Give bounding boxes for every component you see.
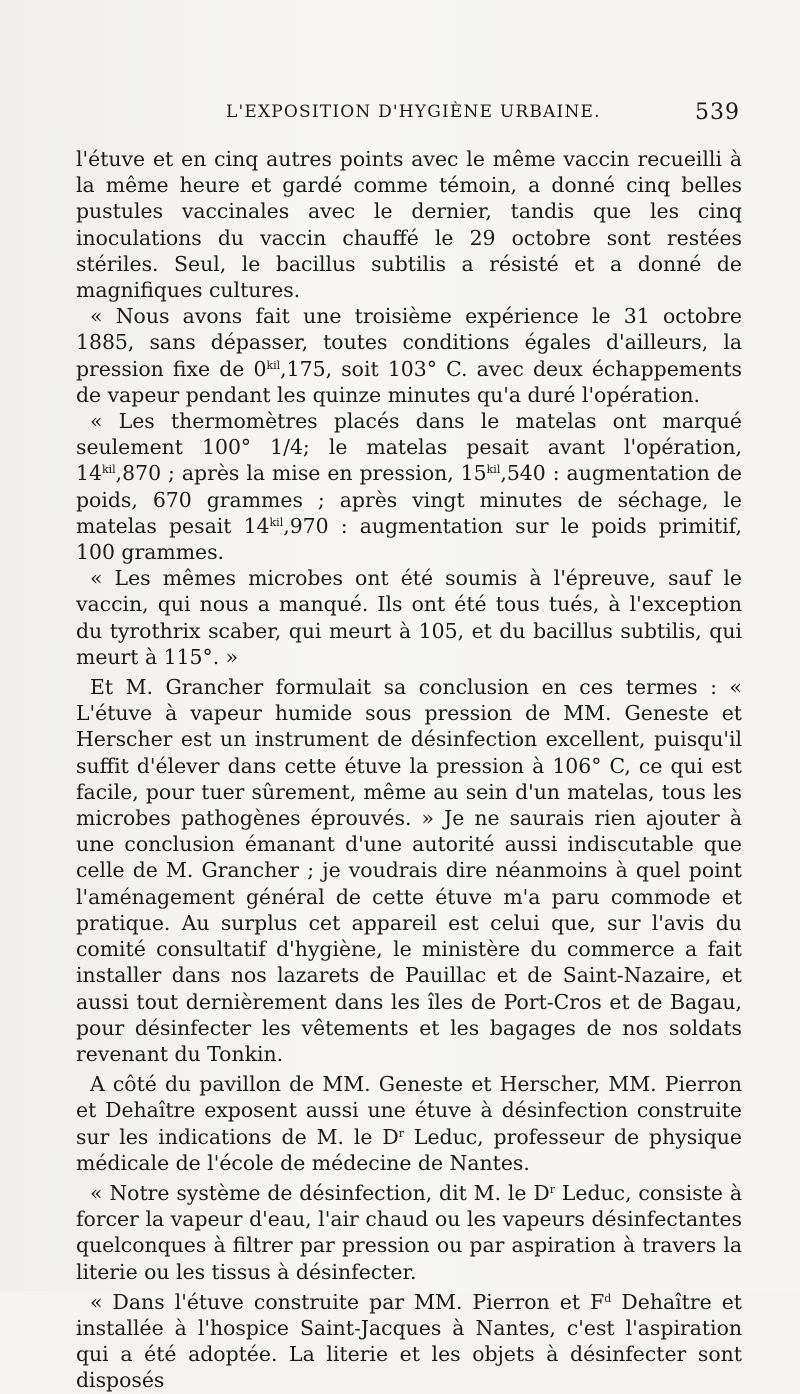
text-run: A côté du pavillon de MM. Geneste et Herscher, MM. Pierron et Dehaître exposent aussi une étuve à désinfection construite sur les indications de M. le D [76,1072,742,1149]
paragraph [76,408,742,565]
paragraph [76,146,742,303]
superscript: r [398,1126,404,1140]
paragraph [76,1289,742,1394]
text-run: Dehaître et installée à l'hospice Saint-Jacques à Nantes, c'est l'aspiration qui a été adoptée. La literie et les objets à désinfecter sont disposés [76,1289,742,1393]
superscript: kil [101,463,116,477]
superscript: d [604,1291,612,1305]
paragraph [76,303,742,408]
text-run: Leduc, professeur de physique médicale de l'école de médecine de Nantes. [76,1124,742,1175]
text-run: l'étuve et en cinq autres points avec le même vaccin recueilli à la même heure et gardé comme témoin, a donné cinq belles pustules vaccinales avec le dernier, tandis que les cinq inoculations du vaccin chauffé le 29 octobre sont restées stériles. Seul, le bacillus subtilis a résisté et a donné de magnifiques cultures. [76,147,742,303]
text-run: « Nous avons fait une troisième expérience le 31 octobre 1885, sans dépasser, toutes conditions égales d'ailleurs, la pression fixe de 0 [76,304,742,381]
superscript: kil [486,463,501,477]
page-number: 539 [695,100,740,125]
superscript: kil [269,515,284,529]
text-run: ,870 ; après la mise en pression, 15 [115,461,487,486]
superscript: kil [266,358,281,372]
paragraph [76,565,742,670]
superscript: r [549,1182,555,1196]
text-run: ,970 : augmentation sur le poids primitif, 100 grammes. [76,513,742,565]
text-run: « Les thermomètres placés dans le matelas ont marqué seulement 100° 1/4; le matelas pesait avant l'opération, 14 [76,409,742,486]
paragraph [76,1180,742,1285]
text-run: Leduc, consiste à forcer la vapeur d'eau, l'air chaud ou les vapeurs désinfectantes quelconques à filtrer par pression ou par aspiration à travers la literie ou les tissus à désinfecter. [76,1180,742,1284]
running-head: L'EXPOSITION D'HYGIÈNE URBAINE. [226,102,601,122]
text-run: Et M. Grancher formulait sa conclusion en ces termes : « L'étuve à vapeur humide sous pression de MM. Geneste et Herscher est un instrument de désinfection excellent, puisqu'il suffit d'élever dans cette étuve la pression à 106° C, ce qui est facile, pour tuer sûrement, même au sein d'un matelas, tous les microbes pathogènes éprouvés. » Je ne saurais rien ajouter à une conclusion émanant d'une autorité aussi indiscutable que celle de M. Grancher ; je voudrais dire néanmoins à quel point l'aménagement général de cette étuve m'a paru commode et pratique. Au surplus cet appareil est celui que, sur l'avis du comité consultatif d'hygiène, le ministère du commerce a fait installer dans nos lazarets de Pauillac et de Saint-Nazaire, et aussi tout dernièrement dans les îles de Port-Cros et de Bagau, pour désinfecter les vêtements et les bagages de nos soldats revenant du Tonkin. [76,675,742,1066]
paragraph [76,674,742,1067]
text-run: ,175, soit 103° C. avec deux échappements de vapeur pendant les quinze minutes qu'a duré l'opération. [76,356,742,407]
body-text [76,146,742,1394]
text-run: « Les mêmes microbes ont été soumis à l'épreuve, sauf le vaccin, qui nous a manqué. Ils ont été tous tués, à l'exception du tyrothrix scaber, qui meurt à 105, et du bacillus subtilis, qui meurt à 115°. » [76,566,742,669]
text-run: ,540 : augmentation de poids, 670 grammes ; après vingt minutes de séchage, le matelas pesait 14 [76,461,742,538]
paragraph [76,1071,742,1176]
page-header [76,100,740,134]
text-run: « Dans l'étuve construite par MM. Pierron et F [90,1289,605,1314]
text-run: « Notre système de désinfection, dit M. le D [90,1180,550,1205]
